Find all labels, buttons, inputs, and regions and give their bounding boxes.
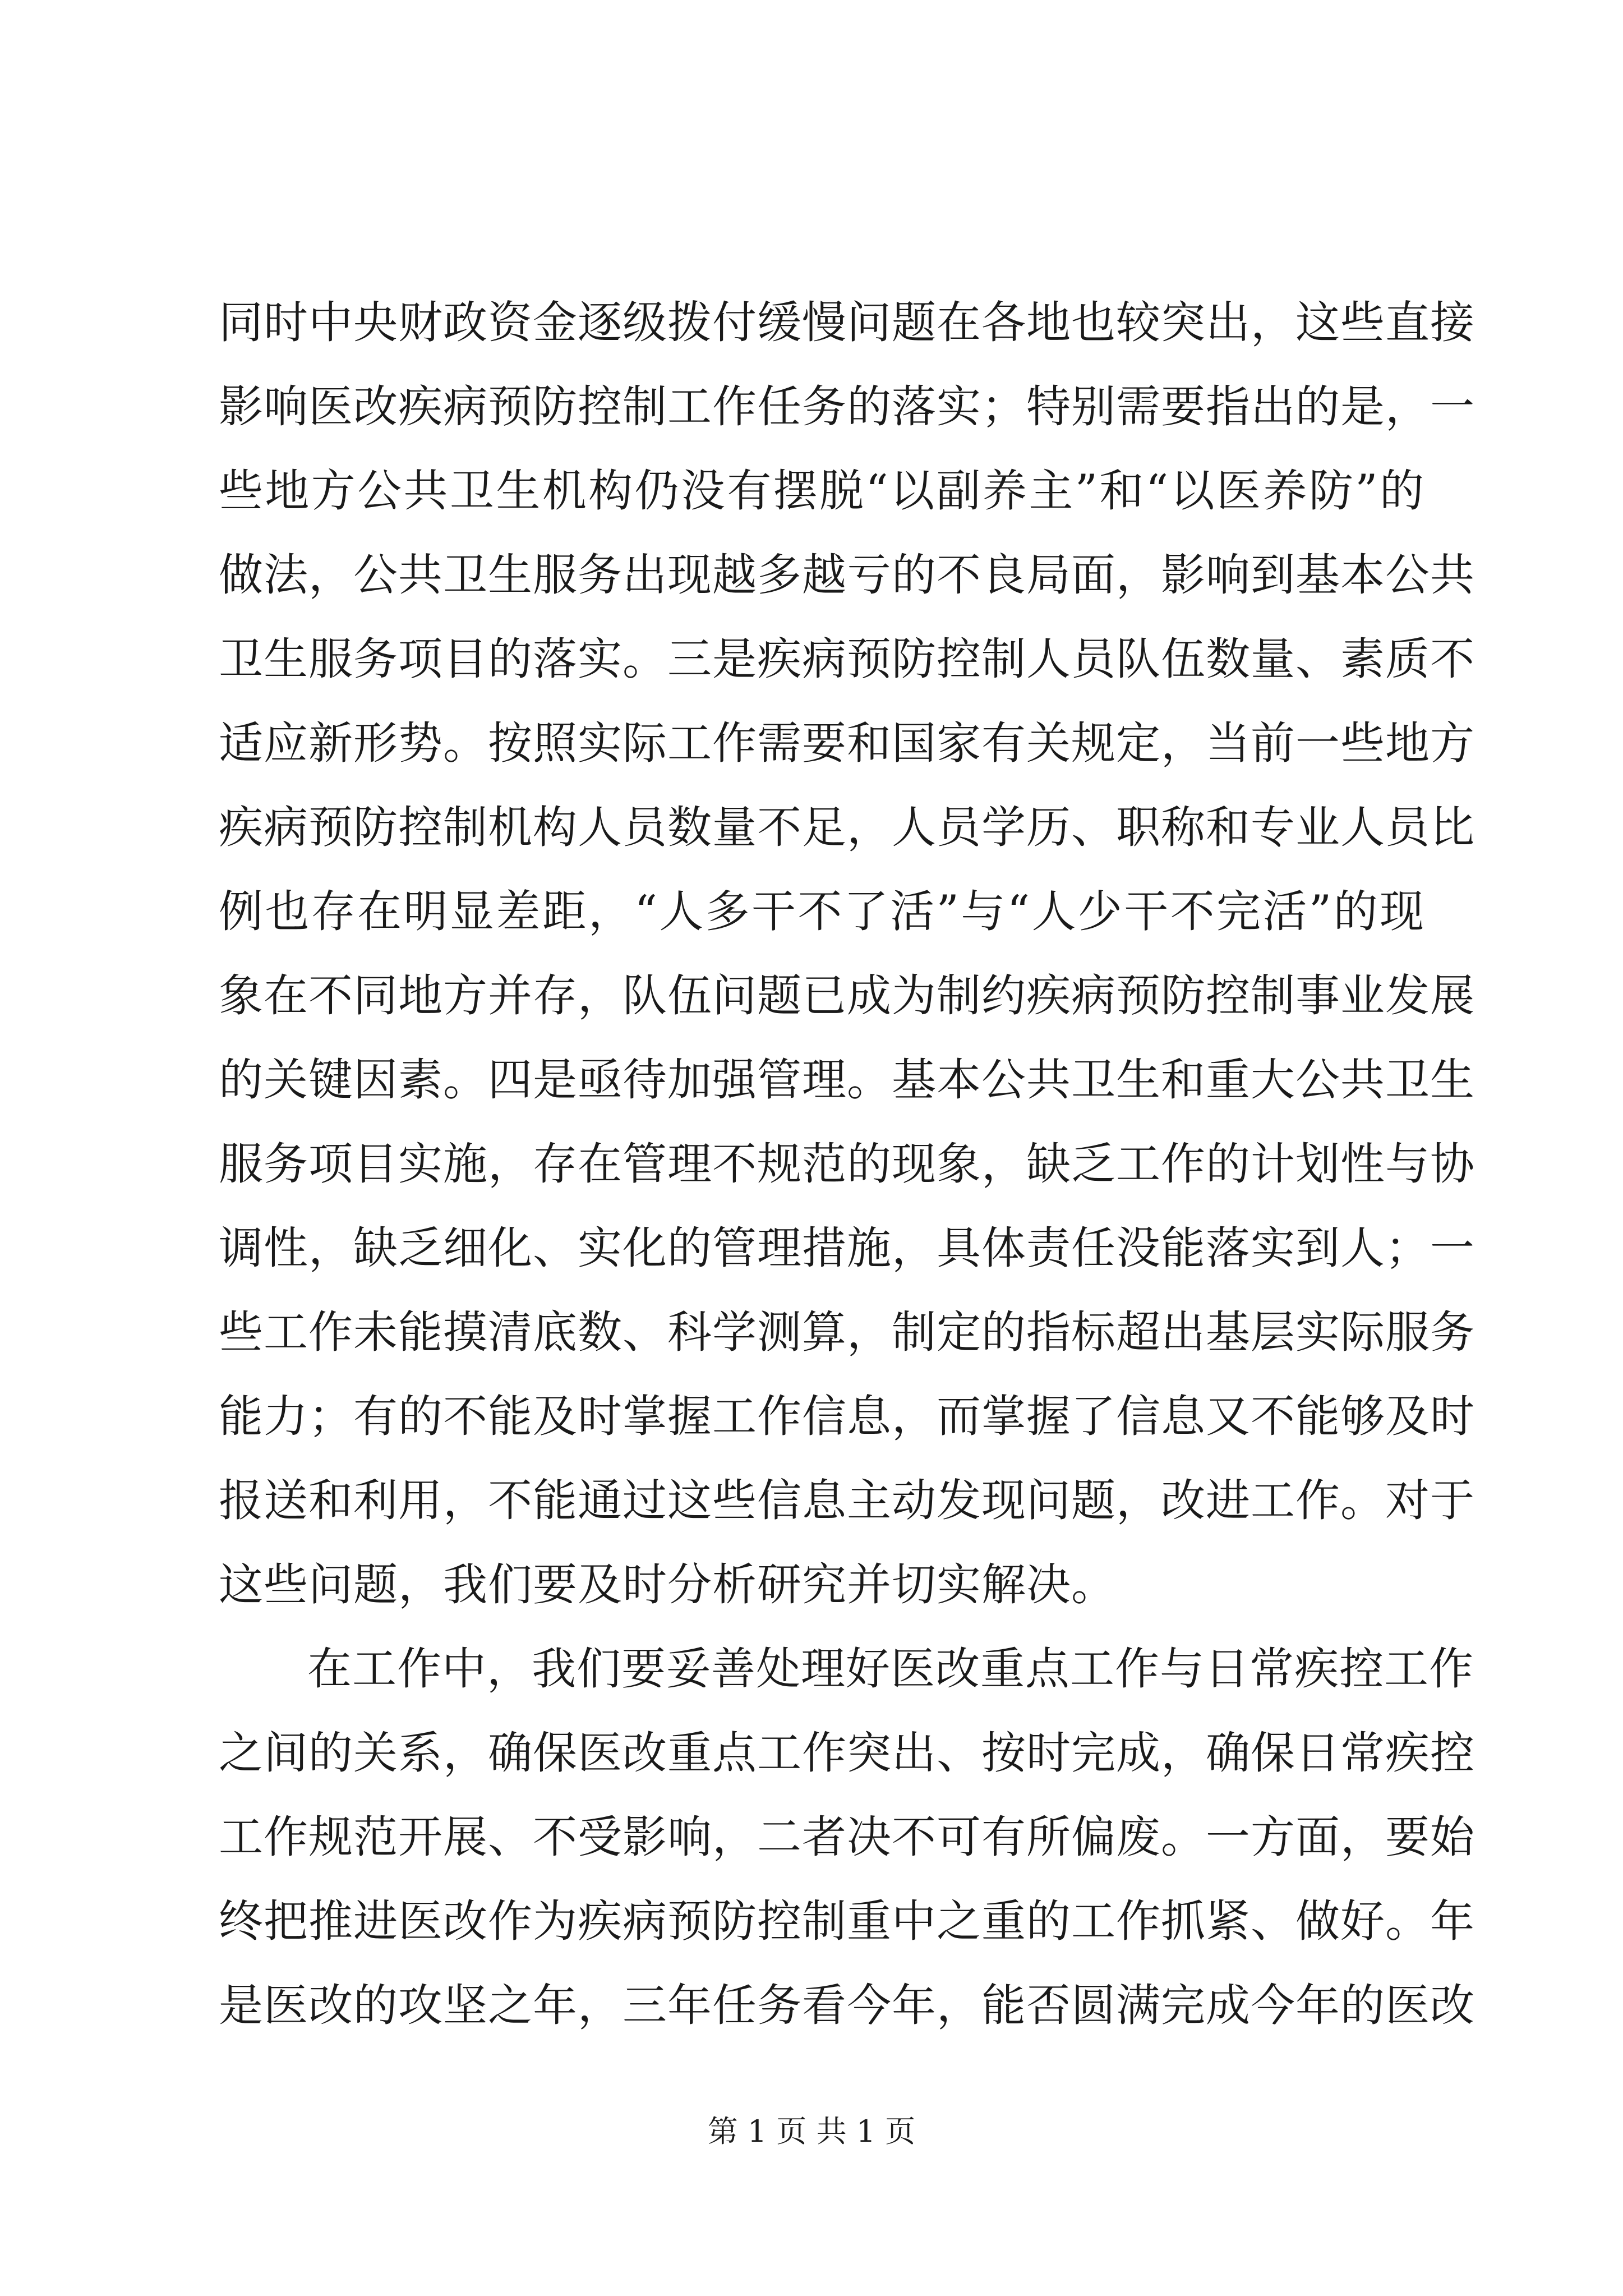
text-line: 这些问题，我们要及时分析研究并切实解决。 bbox=[219, 1559, 1116, 1611]
text-line: 影响医改疾病预防控制工作任务的落实；特别需要指出的是，一 bbox=[219, 381, 1475, 432]
text-line: 终把推进医改作为疾病预防控制重中之重的工作抓紧、做好。年 bbox=[219, 1895, 1475, 1947]
text-line: 能力；有的不能及时掌握工作信息，而掌握了信息又不能够及时 bbox=[219, 1391, 1475, 1442]
text-line: 是医改的攻坚之年，三年任务看今年，能否圆满完成今年的医改 bbox=[219, 1980, 1475, 2031]
text-line: 做法，公共卫生服务出现越多越亏的不良局面，影响到基本公共 bbox=[219, 549, 1475, 601]
text-line: 些地方公共卫生机构仍没有摆脱“以副养主”和“以医养防”的 bbox=[219, 465, 1424, 517]
text-line: 调性，缺乏细化、实化的管理措施，具体责任没能落实到人；一 bbox=[219, 1222, 1475, 1274]
text-line: 的关键因素。四是亟待加强管理。基本公共卫生和重大公共卫生 bbox=[219, 1054, 1475, 1106]
text-line: 象在不同地方并存，队伍问题已成为制约疾病预防控制事业发展 bbox=[219, 970, 1475, 1022]
text-line: 些工作未能摸清底数、科学测算，制定的指标超出基层实际服务 bbox=[219, 1306, 1475, 1358]
text-line: 服务项目实施，存在管理不规范的现象，缺乏工作的计划性与协 bbox=[219, 1138, 1475, 1190]
text-line: 适应新形势。按照实际工作需要和国家有关规定，当前一些地方 bbox=[219, 717, 1475, 769]
page-footer bbox=[0, 2109, 1623, 2154]
text-line: 同时中央财政资金逐级拨付缓慢问题在各地也较突出，这些直接 bbox=[219, 297, 1475, 348]
text-line: 之间的关系，确保医改重点工作突出、按时完成，确保日常疾控 bbox=[219, 1727, 1475, 1779]
text-line: 报送和利用，不能通过这些信息主动发现问题，改进工作。对于 bbox=[219, 1475, 1475, 1526]
text-line: 疾病预防控制机构人员数量不足，人员学历、职称和专业人员比 bbox=[219, 802, 1475, 853]
text-line: 卫生服务项目的落实。三是疾病预防控制人员队伍数量、素质不 bbox=[219, 633, 1475, 685]
text-line: 在工作中，我们要妥善处理好医改重点工作与日常疾控工作 bbox=[307, 1643, 1474, 1695]
body-text bbox=[219, 280, 1475, 2047]
text-line: 例也存在明显差距，“人多干不了活”与“人少干不完活”的现 bbox=[219, 886, 1424, 937]
text-line: 工作规范开展、不受影响，二者决不可有所偏废。一方面，要始 bbox=[219, 1811, 1475, 1863]
page-number-label: 第 1 页 共 1 页 bbox=[707, 2114, 916, 2149]
